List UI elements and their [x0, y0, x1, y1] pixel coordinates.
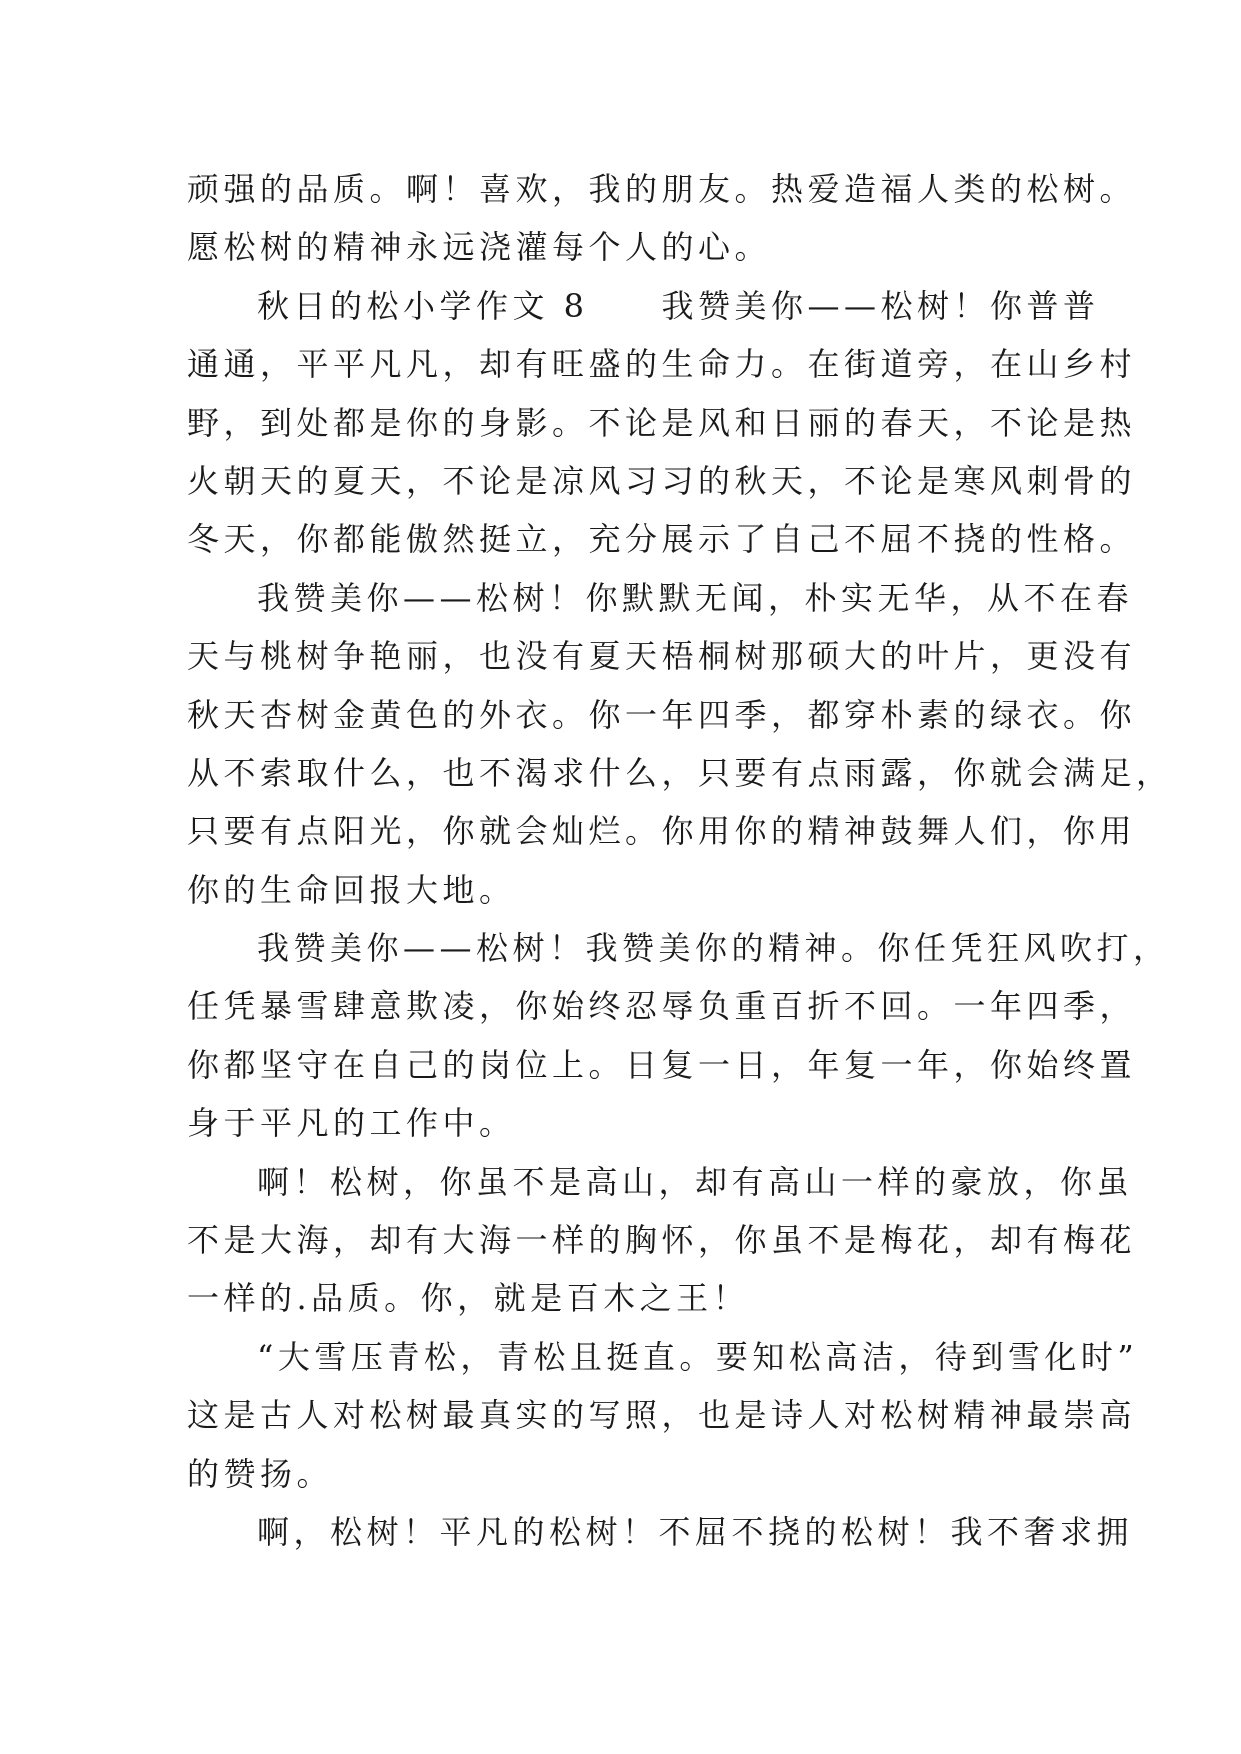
- text-line: 我赞美你——松树！我赞美你的精神。你任凭狂风吹打，: [257, 929, 1170, 968]
- text-line: 顽强的品质。啊！喜欢，我的朋友。热爱造福人类的松树。: [187, 170, 1137, 208]
- essay-body: [187, 160, 1173, 1561]
- text-line: 秋日的松小学作文 8 我赞美你——松树！你普普: [257, 286, 1100, 325]
- text-line: 愿松树的精神永远浇灌每个人的心。: [187, 228, 772, 267]
- text-line: 这是古人对松树最真实的写照，也是诗人对松树精神最崇高: [187, 1396, 1137, 1435]
- text-line: “大雪压青松，青松且挺直。要知松高洁，待到雪化时”: [257, 1337, 1139, 1376]
- text-line: 啊，松树！平凡的松树！不屈不挠的松树！我不奢求拥: [257, 1512, 1134, 1551]
- text-line: 一样的.品质。你，就是百木之王！: [187, 1279, 750, 1318]
- text-line: 身于平凡的工作中。: [187, 1104, 516, 1143]
- text-line: 的赞扬。: [187, 1454, 334, 1493]
- text-line: 不是大海，却有大海一样的胸怀，你虽不是梅花，却有梅花: [187, 1221, 1137, 1260]
- text-line: 天与桃树争艳丽，也没有夏天梧桐树那硕大的叶片，更没有: [187, 637, 1137, 676]
- text-line: 我赞美你——松树！你默默无闻，朴实无华，从不在春: [257, 578, 1134, 617]
- text-line: 从不索取什么，也不渴求什么，只要有点雨露，你就会满足，: [187, 753, 1173, 792]
- text-line: 野，到处都是你的身影。不论是风和日丽的春天，不论是热: [187, 403, 1137, 442]
- text-line: 只要有点阳光，你就会灿烂。你用你的精神鼓舞人们，你用: [187, 812, 1137, 851]
- text-line: 火朝天的夏天，不论是凉风习习的秋天，不论是寒风刺骨的: [187, 461, 1137, 500]
- text-line: 你都坚守在自己的岗位上。日复一日，年复一年，你始终置: [187, 1045, 1137, 1084]
- text-line: 秋天杏树金黄色的外衣。你一年四季，都穿朴素的绿衣。你: [187, 695, 1137, 734]
- text-line: 冬天，你都能傲然挺立，充分展示了自己不屈不挠的性格。: [187, 520, 1137, 559]
- text-line: 你的生命回报大地。: [187, 870, 516, 909]
- text-line: 通通，平平凡凡，却有旺盛的生命力。在街道旁，在山乡村: [187, 345, 1137, 384]
- text-line: 啊！松树，你虽不是高山，却有高山一样的豪放，你虽: [257, 1162, 1134, 1201]
- text-line: 任凭暴雪肆意欺凌，你始终忍辱负重百折不回。一年四季，: [187, 987, 1137, 1026]
